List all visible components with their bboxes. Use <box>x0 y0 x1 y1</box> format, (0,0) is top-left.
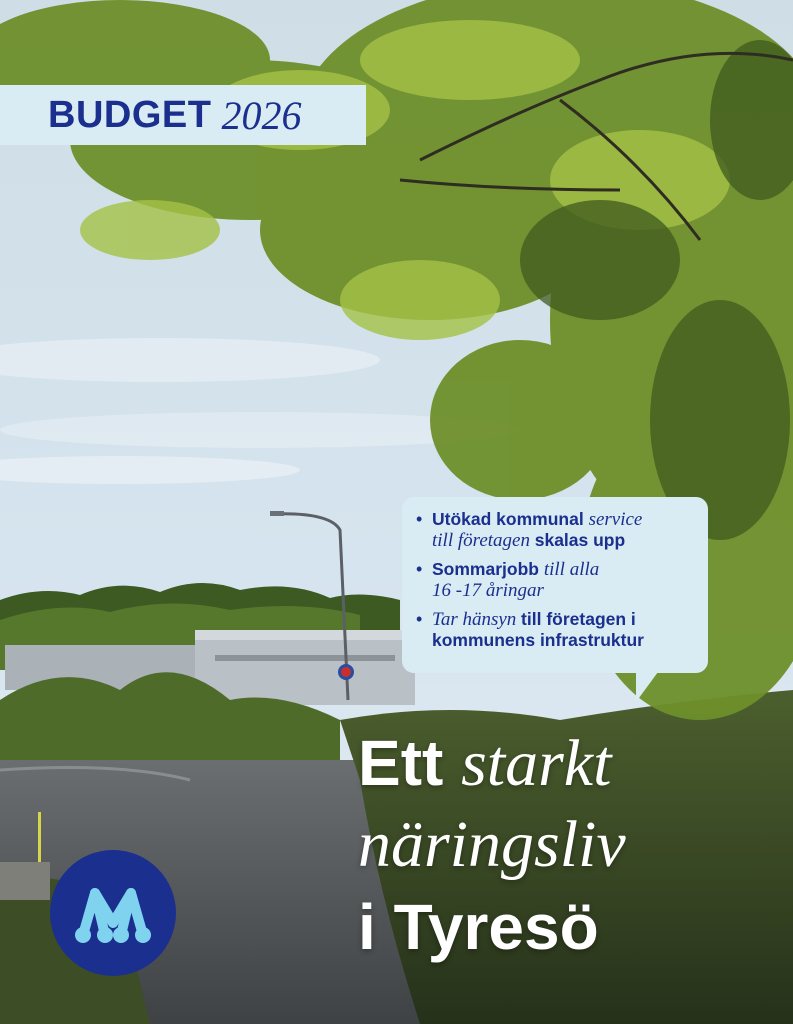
headline-line-1-sans: Ett <box>358 727 462 799</box>
speech-bubble <box>402 497 708 673</box>
moderaterna-logo <box>50 850 176 976</box>
headline-line-3 <box>358 886 778 968</box>
budget-banner <box>0 85 366 145</box>
headline <box>358 722 778 968</box>
bullet-1-bold: Utökad kommunal <box>432 509 589 529</box>
budget-year: 2026 <box>221 92 302 138</box>
bullet-list <box>414 509 696 651</box>
bullet-item <box>414 559 696 601</box>
bullet-item <box>414 509 696 551</box>
budget-title: BUDGET <box>48 93 212 136</box>
bullet-2-italic-2: 16 -17 åringar <box>432 580 544 601</box>
headline-line-3-sans: i Tyresö <box>358 891 599 963</box>
bullet-1-italic: service <box>588 509 643 530</box>
headline-line-2 <box>358 804 778 886</box>
bullet-2-italic: till alla <box>543 559 600 580</box>
headline-line-1-serif: starkt <box>461 727 612 800</box>
bullet-3-italic: Tar hänsyn <box>432 609 522 630</box>
bullet-2-bold: Sommarjobb <box>432 559 544 579</box>
bullet-item <box>414 609 696 651</box>
bullet-1-italic-2: till företagen <box>432 530 535 551</box>
headline-line-1 <box>358 722 778 804</box>
headline-line-2-serif: näringsliv <box>358 808 626 881</box>
m-logo-icon <box>67 877 159 949</box>
bullet-1-bold-2: skalas upp <box>534 530 626 550</box>
bullet-3-bold: till företagen i <box>521 609 636 629</box>
bullet-3-bold-2: kommunens infrastruktur <box>432 630 644 650</box>
speech-bubble-tail <box>636 672 658 702</box>
